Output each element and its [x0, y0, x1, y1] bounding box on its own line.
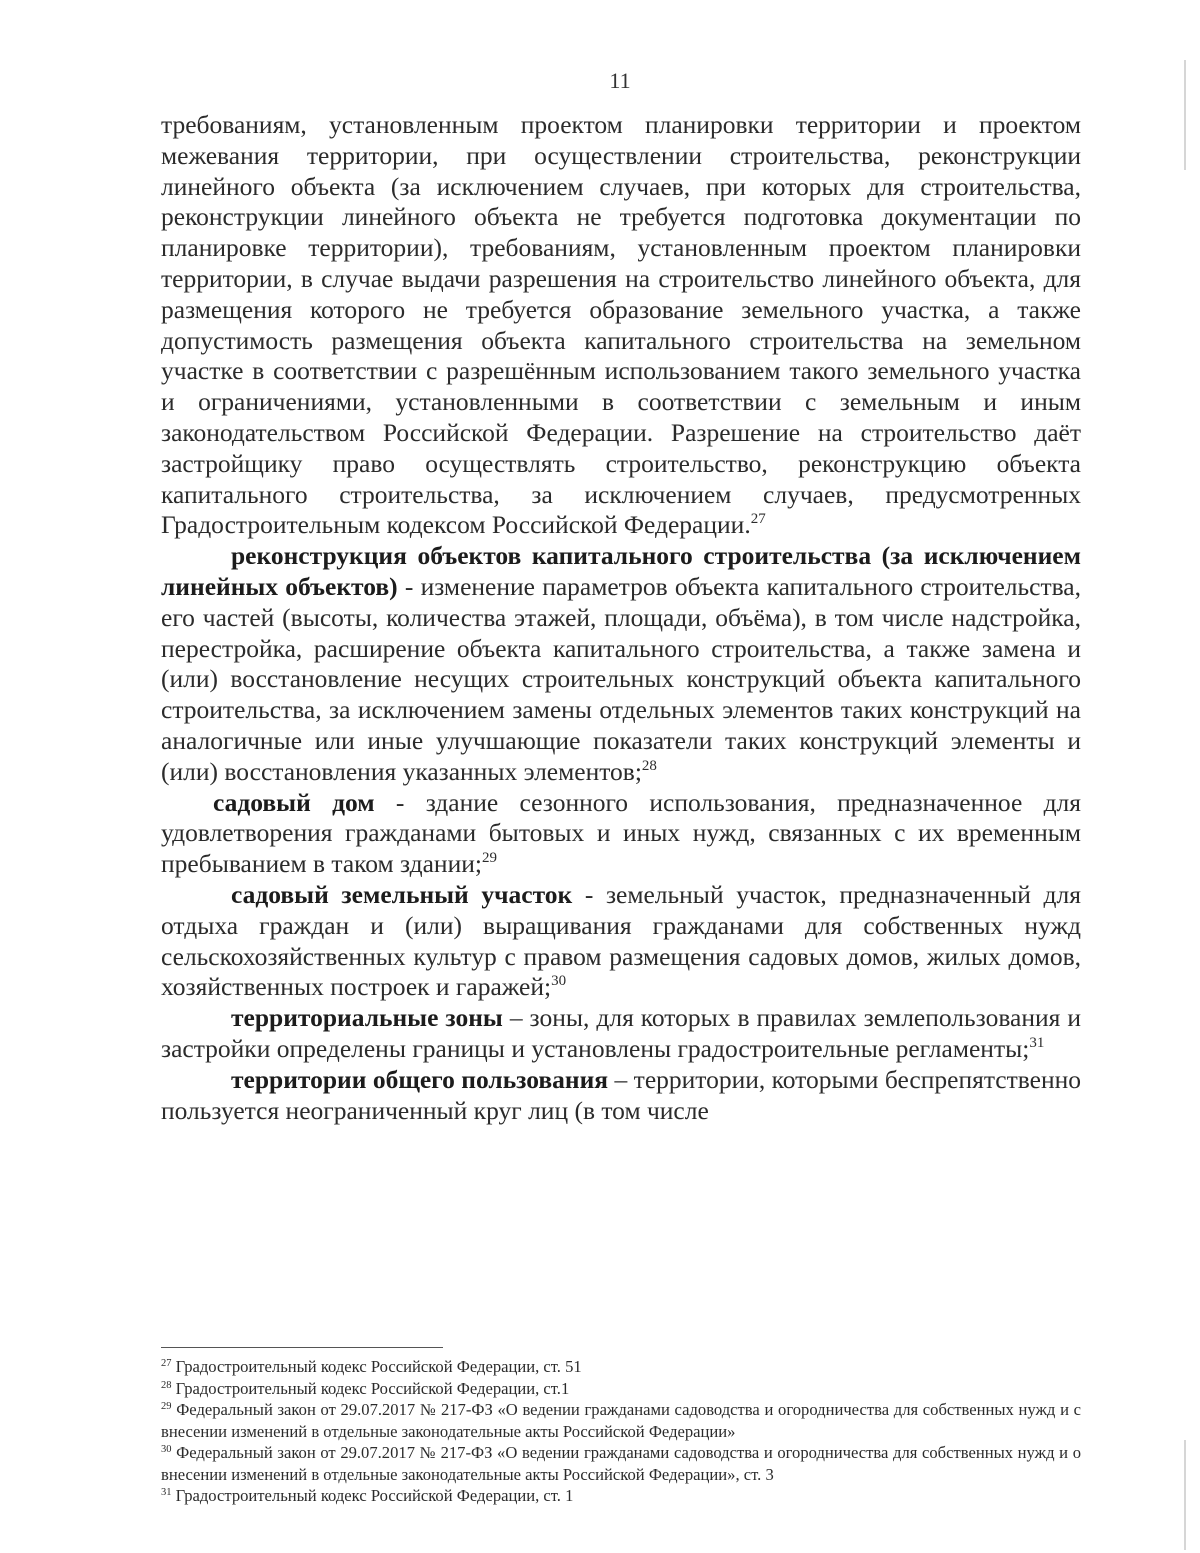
- term-garden-house: садовый дом: [213, 787, 375, 817]
- footnote-ref-30[interactable]: 30: [551, 973, 567, 990]
- footnote-number: 30: [161, 1444, 172, 1455]
- term-public-territories: территории общего пользования: [231, 1064, 609, 1094]
- footnote-ref-29[interactable]: 29: [481, 850, 497, 867]
- term-reconstruction: реконструкция объектов капитального строительства (за исключением линейных объектов): [161, 541, 1081, 601]
- definition-public-territories: – территории, которыми беспрепятственно пользуется неограниченный круг лиц (в том числе: [161, 1064, 1081, 1125]
- footnote-28: [161, 1378, 1081, 1400]
- footnote-number: 27: [161, 1358, 172, 1369]
- paragraph-public-territories: [161, 1065, 1081, 1127]
- page-number: 11: [609, 68, 631, 93]
- footnote-27: [161, 1356, 1081, 1378]
- paragraph-reconstruction: [161, 541, 1081, 787]
- footnote-ref-27[interactable]: 27: [750, 511, 766, 528]
- footnote-text: Федеральный закон от 29.07.2017 № 217-ФЗ «О ведении гражданами садоводства и огородничества для собственных нужд и с внесении изменений в отдельные законодательные акты Российской Федерации»: [161, 1400, 1081, 1441]
- paragraph-garden-plot: [161, 880, 1081, 1003]
- footnote-number: 28: [161, 1379, 172, 1391]
- footnote-29: [161, 1399, 1081, 1442]
- footnote-text: Федеральный закон от 29.07.2017 № 217-ФЗ «О ведении гражданами садоводства и огородничества для собственных нужд и о внесении изменений в отдельные законодательные акты Российской Федерации», ст. 3: [161, 1443, 1081, 1484]
- scan-margin-mark: [1184, 60, 1186, 170]
- footnote-number: 29: [161, 1401, 172, 1412]
- footnote-text: Градостроительный кодекс Российской Федерации, ст. 51: [171, 1357, 582, 1376]
- paragraph-garden-house: [161, 788, 1081, 880]
- scan-margin-mark: [1184, 1440, 1186, 1550]
- term-garden-plot: садовый земельный участок: [231, 879, 573, 909]
- footnote-number: 31: [161, 1487, 172, 1498]
- footnote-text: Градостроительный кодекс Российской Федерации, ст. 1: [171, 1486, 574, 1505]
- definition-garden-plot: - земельный участок, предназначенный для отдыха граждан и (или) выращивания гражданами для собственных нужд сельскохозяйственных культур с правом размещения садовых домов, жилых домов, хозяйственных построек и гаражей;: [161, 879, 1081, 1002]
- definition-territorial-zones: – зоны, для которых в правилах землепользования и застройки определены границы и установлены градостроительные регламенты;: [161, 1003, 1081, 1063]
- paragraph-territorial-zones: [161, 1003, 1081, 1065]
- paragraph-text: требованиям, установленным проектом планировки территории и проектом межевания территории, при осуществлении строительства, реконструкции линейного объекта (за исключением случаев, при которых для строительства, реконструкции линейного объекта не требуется подготовка документации по планировке территории), требованиям, установленным проектом планировки территории, в случае выдачи разрешения на строительство линейного объекта, для размещения которого не требуется образование земельного участка, а также допустимость размещения объекта капитального строительства на земельном участке в соответствии с разрешённым использованием такого земельного участка и ограничениями, установленными в соответствии с земельным и иным законодательством Российской Федерации. Разрешение на строительство даёт застройщику право осуществлять строительство, реконструкцию объекта капитального строительства, за исключением случаев, предусмотренных Градостроительным кодексом Российской Федерации.: [161, 110, 1081, 540]
- document-body: [161, 110, 1081, 1126]
- definition-reconstruction: - изменение параметров объекта капитального строительства, его частей (высоты, количества этажей, площади, объёма), в том числе надстройка, перестройка, расширение объекта капитального строительства, а также замена и (или) восстановление несущих строительных конструкций объекта капитального строительства, за исключением замены отдельных элементов таких конструкций на аналогичные или иные улучшающие показатели таких конструкций элементы и (или) восстановления указанных элементов;: [161, 571, 1081, 786]
- paragraph-building-permit: [161, 110, 1081, 541]
- footnote-text: Градостроительный кодекс Российской Федерации, ст.1: [171, 1378, 570, 1398]
- footnote-30: [161, 1442, 1081, 1485]
- footnote-ref-28[interactable]: 28: [641, 757, 657, 774]
- footnotes: [161, 1356, 1081, 1507]
- term-territorial-zones: территориальные зоны: [231, 1003, 503, 1033]
- footnote-separator: [161, 1347, 443, 1348]
- definition-garden-house: - здание сезонного использования, предназначенное для удовлетворения гражданами бытовых и иных нужд, связанных с их временным пребыванием в таком здании;: [161, 787, 1081, 879]
- footnote-ref-31[interactable]: 31: [1029, 1034, 1045, 1051]
- footnote-31: [161, 1485, 1081, 1507]
